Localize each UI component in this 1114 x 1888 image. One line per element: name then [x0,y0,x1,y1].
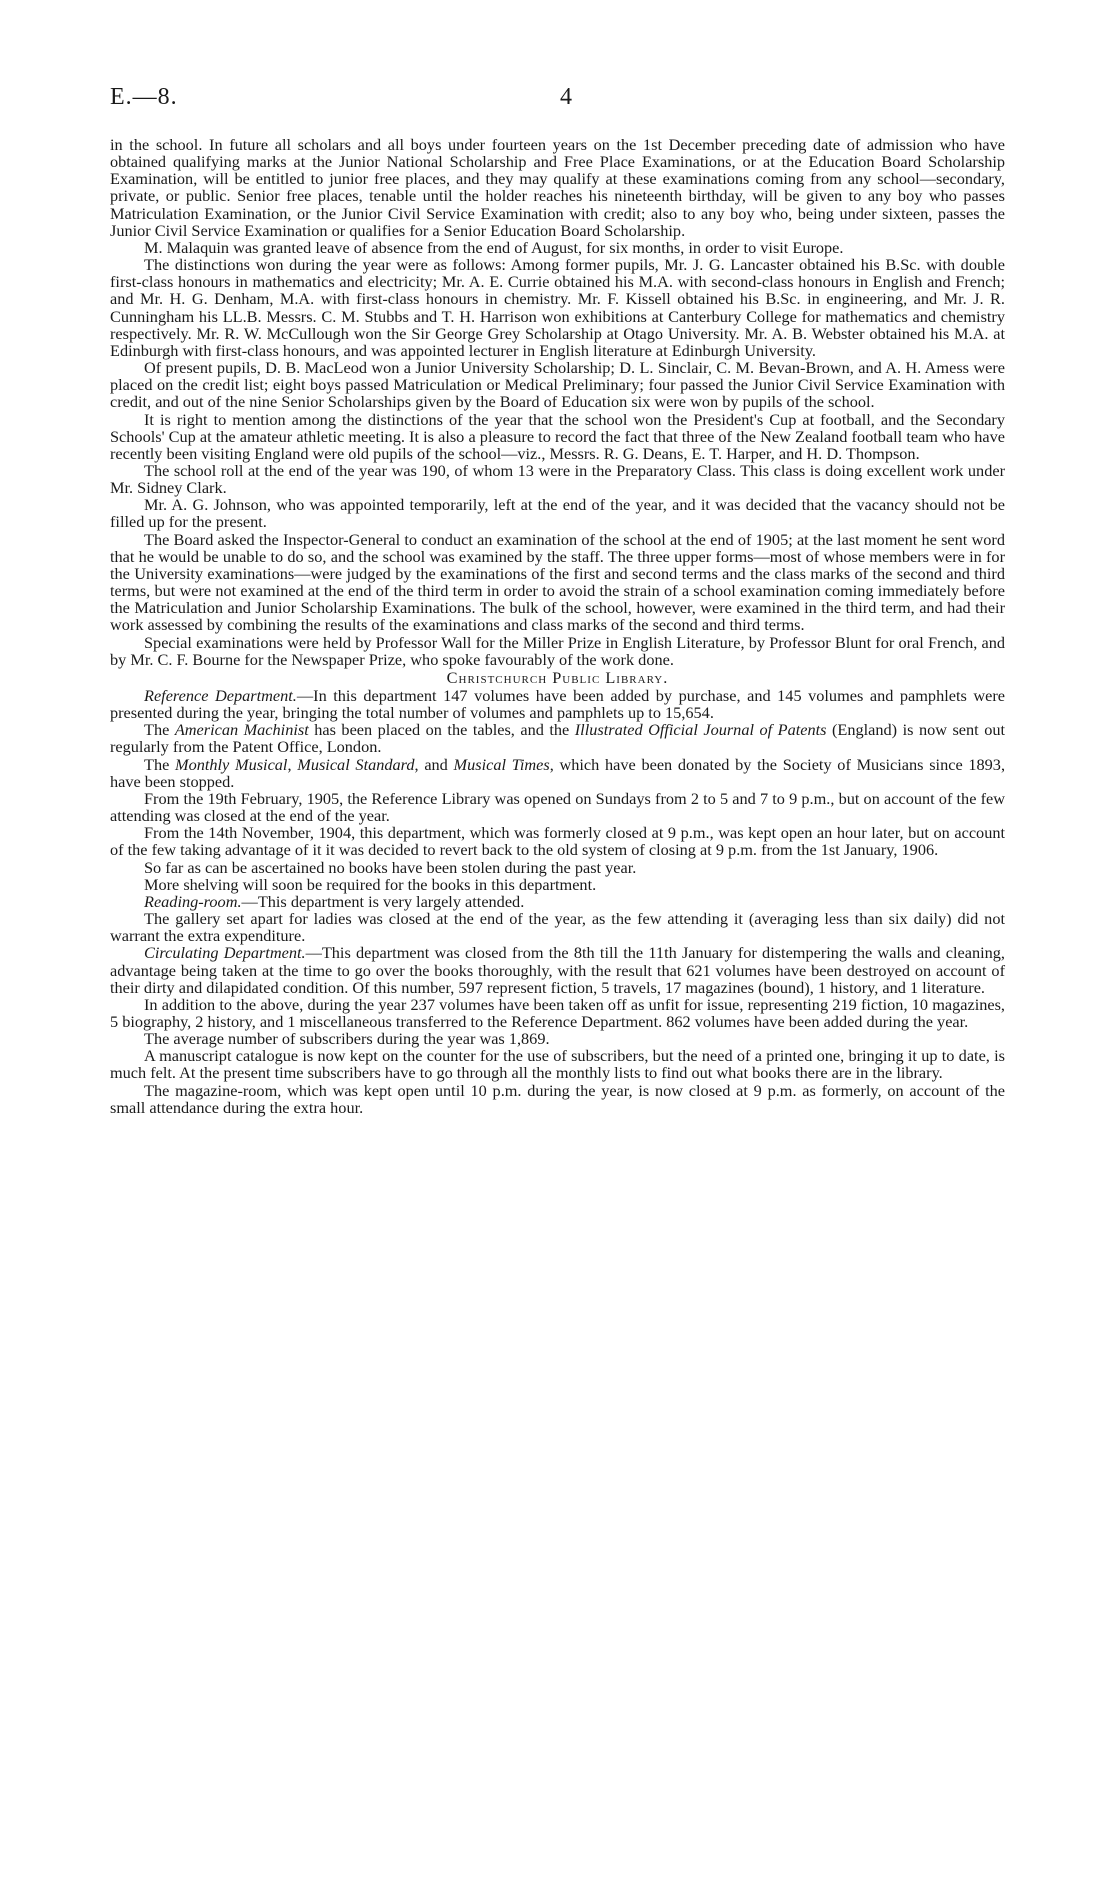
paragraph-musical [110,756,1005,790]
paragraph-johnson: Mr. A. G. Johnson, who was appointed temporarily, left at the end of the year, and it was decided that the vacancy should not be filled up for the present. [110,495,1005,532]
text-fragment: , and [414,754,454,774]
document-body [110,136,1005,1116]
text-fragment: has been placed on the tables, and the [308,720,575,740]
page-header [110,84,1010,114]
paragraph-subscribers: The average number of subscribers during the year was 1,869. [144,1029,550,1049]
circulating-dept-label: Circulating Department. [144,943,306,963]
text-fragment: , [287,754,298,774]
paragraph-periodicals [110,721,1005,755]
paragraph-malaquin: M. Malaquin was granted leave of absence from the end of August, for six months, in order to visit Europe. [144,237,844,257]
document-reference: E.—8. [110,84,178,110]
title-monthly-musical: Monthly Musical [175,754,288,774]
text-fragment: (England) is now sent out regularly from the Patent Office, London. [110,720,1006,757]
paragraph-examination: The Board asked the Inspector-General to conduct an examination of the school at the end of 1905; at the last moment he sent word that he would be unable to do so, and the school was examined by the staff. The three upper forms—most of whose members were in for the University examinations—were judged by the examinations of the first and second terms and the class marks of the second and third terms, but were not examined at the end of the third term in order to avoid the strain of a school examination coming immediately before the Matriculation and Junior Scholarship Examinations. The bulk of the school, however, were examined in the third term, and had their work assessed by combining the results of the examinations and class marks of the second and third terms. [110,529,1005,635]
paragraph-november: From the 14th November, 1904, this department, which was formerly closed at 9 p.m., was kept open an hour later, but on account of the few taking advantage of it it was decided to revert back to the old system of closing at 9 p.m. from the 1st January, 1906. [110,823,1005,860]
circulating-dept-text: —This department was closed from the 8th till the 11th January for distempering the walls and cleaning, advantage being taken at the time to go over the books thoroughly, with the result that 621 volumes have been destroyed on account of their dirty and dilapidated condition. Of this number, 597 represent fiction, 5 travels, 17 magazines (bound), 1 history, and 1 literature. [110,943,1005,997]
paragraph-addition: In addition to the above, during the year 237 volumes have been taken off as unfit for issue, representing 219 fiction, 10 magazines, 5 biography, 2 history, and 1 miscellaneous transferred to the Reference Department. 862 volumes have been added during the year. [110,994,1005,1031]
text-fragment: The [144,720,175,740]
section-heading-library: Christchurch Public Library. [446,667,669,687]
paragraph-reading-room [110,893,1005,910]
paragraph-stolen: So far as can be ascertained no books have been stolen during the past year. [144,857,637,877]
title-patents-journal: Illustrated Official Journal of Patents [574,720,827,740]
paragraph-gallery: The gallery set apart for ladies was closed at the end of the year, as the few attending it (averaging less than six daily) did not warrant the extra expenditure. [110,909,1005,946]
reading-room-text: —This department is very largely attended. [241,891,525,911]
title-american-machinist: American Machinist [174,720,309,740]
paragraph-sports: It is right to mention among the distinctions of the year that the school won the President's Cup at football, and the Secondary Schools' Cup at the amateur athletic meeting. It is also a pleasure to record the fact that three of the New Zealand football team who have recently been visiting England were old pupils of the school—viz., Messrs. R. G. Deans, E. T. Harper, and H. D. Thompson. [110,409,1005,463]
title-musical-times: Musical Times [453,754,550,774]
text-fragment: The [144,754,176,774]
paragraph-former-pupils: The distinctions won during the year were as follows: Among former pupils, Mr. J. G. Lancaster obtained his B.Sc. with double first-class honours in mathematics and electricity; Mr. A. E. Currie obtained his M.A. with second-class honours in English and French; and Mr. H. G. Denham, M.A. with first-class honours in chemistry. Mr. F. Kissell obtained his B.Sc. in engineering, and Mr. J. R. Cunningham his LL.B. Messrs. C. M. Stubbs and T. H. Harrison won exhibitions at Canterbury College for mathematics and chemistry respectively. Mr. R. W. McCullough won the Sir George Grey Scholarship at Otago University. Mr. A. B. Webster obtained his M.A. at Edinburgh with first-class honours, and was appointed lecturer in English literature at Edinburgh University. [110,255,1005,360]
paragraph-magazine-room: The magazine-room, which was kept open until 10 p.m. during the year, is now closed at 9 p.m. as formerly, on account of the small attendance during the extra hour. [110,1080,1005,1117]
paragraph-shelving: More shelving will soon be required for the books in this department. [144,874,597,894]
paragraph-sundays: From the 19th February, 1905, the Reference Library was opened on Sundays from 2 to 5 and 7 to 9 p.m., but on account of the few attending was closed at the end of the year. [110,788,1005,826]
paragraph-special-exams: Special examinations were held by Professor Wall for the Miller Prize in English Literature, by Professor Blunt for oral French, and by Mr. C. F. Bourne for the Newspaper Prize, who spoke favourably of the work done. [110,632,1005,669]
reading-room-label: Reading-room. [144,891,242,911]
paragraph-free-places: in the school. In future all scholars and all boys under fourteen years on the 1st December preceding date of admission who have obtained qualifying marks at the Junior National Scholarship and Free Place Examinations, or at the Education Board Scholarship Examination, will be entitled to junior free places, and they may qualify at these examinations coming from any school—secondary, private, or public. Senior free places, tenable until the holder reaches his nineteenth birthday, will be given to any boy who passes Matriculation Examination, or the Junior Civil Service Examination with credit; also to any boy who, being under sixteen, passes the Junior Civil Service Examination or qualifies for a Senior Education Board Scholarship. [110,135,1005,240]
paragraph-school-roll: The school roll at the end of the year was 190, of whom 13 were in the Preparatory Class. This class is doing excellent work under Mr. Sidney Clark. [110,460,1005,498]
title-musical-standard: Musical Standard [297,754,415,774]
paragraph-circulating-dept [110,944,1005,995]
text-fragment: , which have been donated by the Society of Musicians since 1893, have been stopped. [110,754,1006,791]
reference-dept-text: —In this department 147 volumes have been added by purchase, and 145 volumes and pamphlets were presented during the year, bringing the total number of volumes and pamphlets up to 15,654. [110,686,1006,723]
paragraph-catalogue: A manuscript catalogue is now kept on the counter for the use of subscribers, but the need of a printed one, bringing it up to date, is much felt. At the present time subscribers have to go through all the monthly lists to find out what books there are in the library. [110,1046,1005,1083]
reference-dept-label: Reference Department. [144,686,297,705]
page-number: 4 [560,84,573,110]
paragraph-present-pupils: Of present pupils, D. B. MacLeod won a Junior University Scholarship; D. L. Sinclair, C. M. Bevan-Brown, and A. H. Amess were placed on the credit list; eight boys passed Matriculation or Medical Preliminary; four passed the Junior Civil Service Examination with credit, and out of the nine Senior Scholarships given by the Board of Education six were won by pupils of the school. [110,358,1005,412]
paragraph-reference-dept [110,687,1005,721]
